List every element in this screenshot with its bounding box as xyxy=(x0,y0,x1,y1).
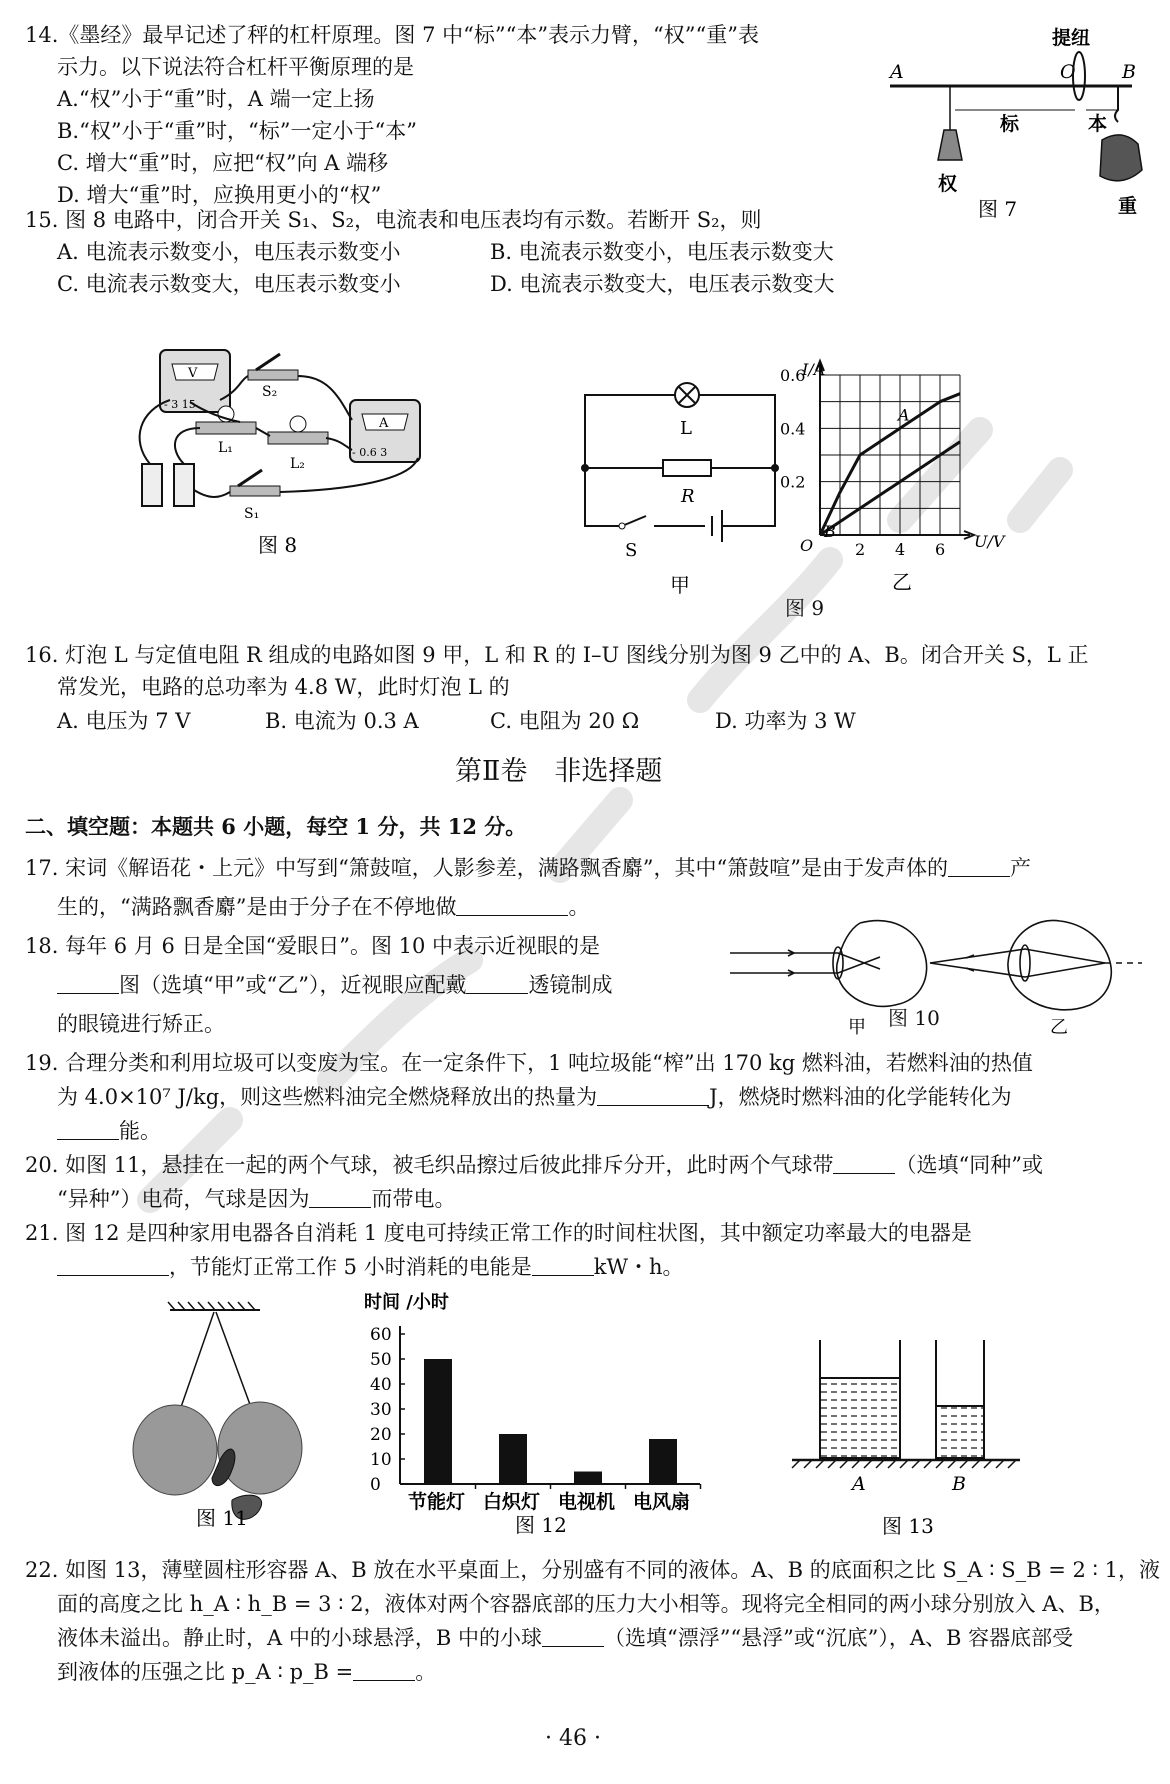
q16-option-d: D. 功率为 3 W xyxy=(715,709,856,733)
q19-line3-text: 能。 xyxy=(119,1119,161,1143)
fig9-label-r: R xyxy=(681,486,695,507)
q18-line2 xyxy=(57,970,612,1000)
q18-line1: 18. 每年 6 月 6 日是全国“爱眼日”。图 10 中表示近视眼的是 xyxy=(25,934,601,958)
q16-option-c: C. 电阻为 20 Ω xyxy=(490,709,640,733)
q17-line1 xyxy=(25,853,1031,883)
fig13-caption: 图 13 xyxy=(882,1514,934,1538)
fig7-label-quan: 权 xyxy=(938,173,958,195)
q22-line3 xyxy=(57,1623,1073,1653)
fig7-label-tiniu: 提纽 xyxy=(1052,27,1091,49)
q14-option-c: C. 增大“重”时，应把“权”向 A 端移 xyxy=(57,151,389,175)
fig7-label-b: B xyxy=(1122,61,1136,83)
q20-line2 xyxy=(57,1184,455,1214)
fig8-voltmeter-scale: - 3 15 xyxy=(164,398,196,411)
bar-y-tick: 30 xyxy=(370,1400,392,1420)
iu-series-A xyxy=(820,394,960,535)
figure-9-iu-chart xyxy=(780,355,1040,605)
fig8-voltmeter-label: V xyxy=(188,366,198,381)
q14-option-a: A.“权”小于“重”时，A 端一定上扬 xyxy=(57,87,375,111)
fig10-label-yi: 乙 xyxy=(1050,1017,1068,1038)
bar-3 xyxy=(649,1439,677,1484)
q14-line2: 示力。以下说法符合杠杆平衡原理的是 xyxy=(57,55,414,79)
section-title: 第Ⅱ卷 非选择题 xyxy=(455,756,663,787)
q15-option-a: A. 电流表示数变小，电压表示数变小 xyxy=(57,240,401,264)
eye-jia xyxy=(730,921,927,1007)
bar-category-label: 电风扇 xyxy=(633,1491,691,1513)
q16-option-b: B. 电流为 0.3 A xyxy=(265,709,419,733)
q15-option-c: C. 电流表示数变大，电压表示数变小 xyxy=(57,272,401,296)
q21-line2 xyxy=(57,1252,684,1282)
q20-blank-1[interactable] xyxy=(833,1151,895,1174)
bar-category-label: 节能灯 xyxy=(408,1491,466,1513)
fig7-label-ben: 本 xyxy=(1088,113,1108,135)
liquid-b xyxy=(937,1406,983,1458)
iu-series-label-A: A xyxy=(898,405,910,425)
fig7-label-o: O xyxy=(1060,61,1076,83)
q22-blank-1[interactable] xyxy=(542,1624,604,1647)
bar-y-tick: 10 xyxy=(370,1450,392,1470)
page-number: · 46 · xyxy=(545,1726,601,1751)
q21-line2-tail: kW・h。 xyxy=(593,1255,684,1279)
q22-blank-2[interactable] xyxy=(353,1658,415,1681)
q18-line3: 的眼镜进行矫正。 xyxy=(57,1012,225,1036)
q19-line3 xyxy=(57,1116,161,1146)
q19-line1: 19. 合理分类和利用垃圾可以变废为宝。在一定条件下，1 吨垃圾能“榨”出 170 kg 燃料油，若燃料油的热值 xyxy=(25,1051,1033,1075)
iu-ylabel: I/A xyxy=(802,360,826,379)
q22-line3-tail: （选填“漂浮”“悬浮”或“沉底”），A、B 容器底部受 xyxy=(603,1626,1074,1650)
fig13-label-b: B xyxy=(952,1473,966,1495)
iu-series-label-B: B xyxy=(824,522,836,541)
bar-y-tick: 0 xyxy=(370,1475,381,1495)
iu-x-tick: 4 xyxy=(895,540,906,559)
q16-option-a: A. 电压为 7 V xyxy=(57,709,191,733)
fig8-label-s1: S₁ xyxy=(244,506,260,522)
q20-line1-text: 20. 如图 11，悬挂在一起的两个气球，被毛织品擦过后彼此排斥分开，此时两个气球带 xyxy=(25,1153,834,1177)
fig8-ammeter-label: A xyxy=(379,416,389,431)
bar-ylabel: 时间 /小时 xyxy=(364,1292,449,1313)
q22-line4-tail: 。 xyxy=(415,1660,437,1684)
bar-y-tick: 40 xyxy=(370,1375,392,1395)
q14-line1: 14.《墨经》最早记述了秤的杠杆原理。图 7 中“标”“本”表示力臂，“权”“重”表 xyxy=(25,23,759,47)
fig7-label-biao: 标 xyxy=(1000,113,1020,135)
iu-y-tick: 0.6 xyxy=(780,366,806,385)
figure-12-bar-chart xyxy=(360,1290,720,1535)
bar-category-label: 白炽灯 xyxy=(483,1491,541,1513)
q19-blank-1[interactable] xyxy=(597,1083,709,1106)
fig9-label-s: S xyxy=(625,540,638,561)
q18-line2-text: 图（选填“甲”或“乙”），近视眼应配戴 xyxy=(119,973,467,997)
figure-13-containers xyxy=(790,1340,1040,1540)
fig7-caption: 图 7 xyxy=(978,197,1018,221)
fig9-caption: 图 9 xyxy=(785,596,825,620)
fig7-label-zhong: 重 xyxy=(1118,195,1138,217)
q22-line2: 面的高度之比 h_A ∶ h_B = 3 ∶ 2，液体对两个容器底部的压力大小相等。现将完全相同的两小球分别放入 A、B， xyxy=(57,1592,1115,1616)
q22-line1: 22. 如图 13，薄壁圆柱形容器 A、B 放在水平桌面上，分别盛有不同的液体。A、B 的底面积之比 S_A ∶ S_B = 2 ∶ 1，液 xyxy=(25,1558,1161,1582)
figure-7-steelyard xyxy=(860,20,1160,225)
q17-blank-2[interactable] xyxy=(456,893,568,916)
fig7-label-a: A xyxy=(890,61,904,83)
q20-line2-tail: 而带电。 xyxy=(371,1187,456,1211)
eye-yi xyxy=(930,920,1142,1009)
fig10-label-jia: 甲 xyxy=(848,1017,866,1038)
section-part-heading: 二、填空题：本题共 6 小题，每空 1 分，共 12 分。 xyxy=(25,814,527,839)
q18-line2-tail: 透镜制成 xyxy=(528,973,613,997)
q20-line1-tail: （选填“同种”或 xyxy=(895,1153,1043,1177)
q19-line2-tail: J，燃烧时燃料油的化学能转化为 xyxy=(709,1085,1012,1109)
q21-line2-text: ，节能灯正常工作 5 小时消耗的电能是 xyxy=(169,1255,532,1279)
figure-9-circuit xyxy=(570,380,790,605)
bar-0 xyxy=(424,1359,452,1484)
fig13-label-a: A xyxy=(852,1473,866,1495)
liquid-a xyxy=(821,1378,899,1458)
bar-1 xyxy=(499,1434,527,1484)
q17-line1-text: 17. 宋词《解语花・上元》中写到“箫鼓喧，人影参差，满路飘香麝”，其中“箫鼓喧”是由于发声体的 xyxy=(25,856,949,880)
q21-blank-1[interactable] xyxy=(57,1253,169,1276)
q22-line4 xyxy=(57,1657,436,1687)
q20-blank-2[interactable] xyxy=(309,1185,371,1208)
bar-2 xyxy=(574,1472,602,1485)
fig11-caption: 图 11 xyxy=(196,1506,248,1530)
iu-x-tick: 6 xyxy=(935,540,946,559)
fig9-graph-caption: 乙 xyxy=(892,570,912,594)
q19-blank-2[interactable] xyxy=(57,1117,119,1140)
q22-line3-text: 液体未溢出。静止时，A 中的小球悬浮，B 中的小球 xyxy=(57,1626,542,1650)
iu-origin: O xyxy=(800,536,814,555)
fig8-caption: 图 8 xyxy=(258,533,298,557)
iu-y-tick: 0.2 xyxy=(780,472,806,492)
q15-option-b: B. 电流表示数变小，电压表示数变大 xyxy=(490,240,834,264)
q17-line2 xyxy=(57,892,589,922)
q15-option-d: D. 电流表示数变大，电压表示数变大 xyxy=(490,272,835,296)
fig12-caption: 图 12 xyxy=(515,1513,567,1535)
q14-option-d: D. 增大“重”时，应换用更小的“权” xyxy=(57,183,382,207)
fig8-label-s2: S₂ xyxy=(262,384,278,400)
iu-x-tick: 2 xyxy=(855,540,866,559)
iu-y-tick: 0.4 xyxy=(780,419,806,439)
fig8-label-l2: L₂ xyxy=(290,456,305,472)
fig9-circuit-caption: 甲 xyxy=(670,573,690,597)
q16-line2: 常发光，电路的总功率为 4.8 W，此时灯泡 L 的 xyxy=(57,675,510,699)
fig8-label-l1: L₁ xyxy=(218,440,233,456)
q17-line1-tail: 产 xyxy=(1010,856,1032,880)
bar-y-tick: 60 xyxy=(370,1325,392,1345)
q17-line2-tail: 。 xyxy=(568,895,590,919)
fig10-caption: 图 10 xyxy=(888,1006,940,1030)
q14-option-b: B.“权”小于“重”时，“标”一定小于“本” xyxy=(57,119,417,143)
q16-line1: 16. 灯泡 L 与定值电阻 R 组成的电路如图 9 甲，L 和 R 的 I–U 图线分别为图 9 乙中的 A、B。闭合开关 S，L 正 xyxy=(25,643,1089,667)
figure-10-eyes xyxy=(730,905,1150,1040)
iu-xlabel: U/V xyxy=(974,532,1005,551)
q17-blank-1[interactable] xyxy=(948,854,1010,877)
q19-line2 xyxy=(57,1082,1012,1112)
q20-line1 xyxy=(25,1150,1043,1180)
bar-category-label: 电视机 xyxy=(558,1491,616,1513)
q21-line1: 21. 图 12 是四种家用电器各自消耗 1 度电可持续正常工作的时间柱状图，其中额定功率最大的电器是 xyxy=(25,1221,972,1245)
bar-y-tick: 50 xyxy=(370,1350,392,1370)
q18-blank-2[interactable] xyxy=(466,971,528,994)
q19-line2-text: 为 4.0×10⁷ J/kg，则这些燃料油完全燃烧释放出的热量为 xyxy=(57,1085,598,1109)
fig8-ammeter-scale: - 0.6 3 xyxy=(352,446,388,459)
q21-blank-2[interactable] xyxy=(532,1253,594,1276)
figure-11-balloons xyxy=(120,1300,320,1530)
fig9-label-l: L xyxy=(680,418,692,439)
q15-line1: 15. 图 8 电路中，闭合开关 S₁、S₂，电流表和电压表均有示数。若断开 S₂，则 xyxy=(25,208,762,232)
q18-blank-1[interactable] xyxy=(57,971,119,994)
q22-line4-text: 到液体的压强之比 p_A ∶ p_B = xyxy=(57,1660,354,1684)
bar-y-tick: 20 xyxy=(370,1425,392,1445)
q20-line2-text: “异种”）电荷，气球是因为 xyxy=(57,1187,310,1211)
q17-line2-text: 生的，“满路飘香麝”是由于分子在不停地做 xyxy=(57,895,457,919)
figure-8-circuit xyxy=(130,340,490,620)
